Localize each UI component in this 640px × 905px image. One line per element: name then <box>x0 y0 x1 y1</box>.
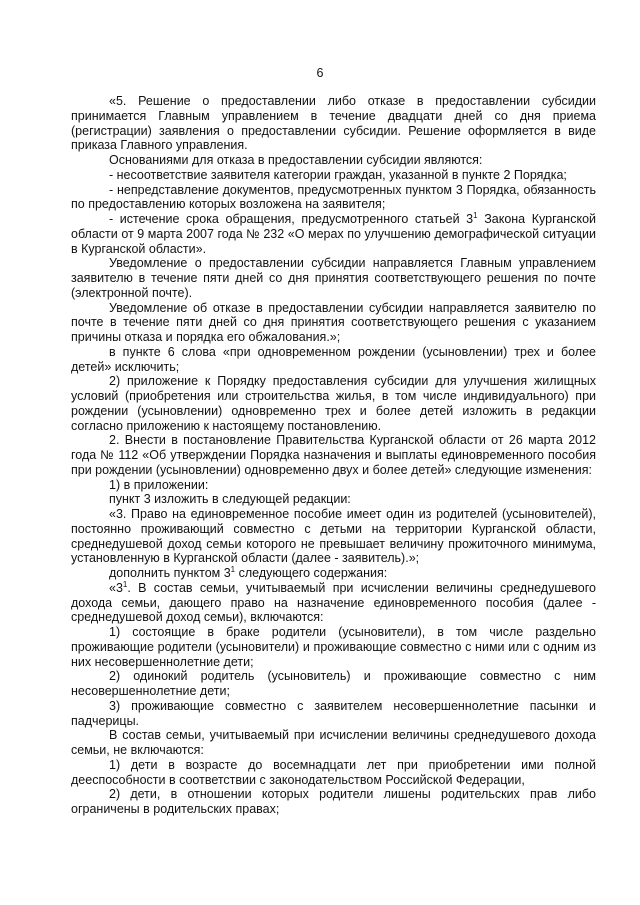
paragraph: в пункте 6 слова «при одновременном рождении (усыновлении) трех и более детей» исключить; <box>71 344 596 374</box>
paragraph: 1) дети в возрасте до восемнадцати лет при приобретении ими полной дееспособности в соответствии с законодательством Российской Федерации, <box>71 757 596 787</box>
paragraph: дополнить пунктом $3^1$ следующего содержания: <box>109 564 388 580</box>
paragraph: 1) в приложении: <box>109 477 209 492</box>
paragraph: 1) состоящие в браке родители (усыновители), в том числе раздельно проживающие родители (усыновители) и проживающие совместно с ними или с одним из них несовершеннолетние дети; <box>71 625 596 669</box>
paragraph: - несоответствие заявителя категории граждан, указанной в пункте 2 Порядка; <box>109 167 567 182</box>
document-body <box>71 94 596 817</box>
paragraph: пункт 3 изложить в следующей редакции: <box>109 492 351 507</box>
paragraph: Основаниями для отказа в предоставлении субсидии являются: <box>109 153 483 167</box>
paragraph: «3. Право на единовременное пособие имеет один из родителей (усыновителей), постоянно проживающий совместно с детьми на территории Курганской области, среднедушевой доход семьи которого не превышает величину прожиточного минимума, установленную в Курганской области (далее - заявитель).»; <box>71 507 596 566</box>
paragraph: В состав семьи, учитываемый при исчислении величины среднедушевого дохода семьи, не включаются: <box>71 728 596 757</box>
paragraph: - истечение срока обращения, предусмотренного статьей $3^1$ Закона Курганской области от 9 марта 2007 года № 232 «О мерах по улучшению демографической ситуации в Курганской области». <box>71 210 597 256</box>
paragraph: - непредставление документов, предусмотренных пунктом 3 Порядка, обязанность по предоставлению которых возложена на заявителя; <box>71 182 596 212</box>
paragraph: Уведомление об отказе в предоставлении субсидии направляется заявителю по почте в течение пяти дней со дня принятия соответствующего решения с указанием причины отказа и порядка его обжалования.»; <box>71 300 596 344</box>
paragraph: «$3^1$. В состав семьи, учитываемый при исчислении величины среднедушевого дохода семьи, дающего право на назначение единовременного пособия (далее - среднедушевой доход семьи), включаются: <box>71 579 596 625</box>
page-number: 6 <box>316 66 324 80</box>
paragraph: Уведомление о предоставлении субсидии направляется Главным управлением заявителю в течение пяти дней со дня принятия соответствующего решения по почте (электронной почте). <box>71 256 596 300</box>
paragraph: 2) дети, в отношении которых родители лишены родительских прав либо ограничены в родительских правах; <box>71 787 596 816</box>
paragraph: «5. Решение о предоставлении либо отказе в предоставлении субсидии принимается Главным управлением в течение двадцати дней со дня приема (регистрации) заявления о предоставлении субсидии. Решение оформляется в виде приказа Главного управления. <box>71 94 596 153</box>
paragraph: 2) приложение к Порядку предоставления субсидии для улучшения жилищных условий (приобретения или строительства жилья, в том числе индивидуального) при рождении (усыновлении) одновременно трех и более детей изложить в редакции согласно приложению к настоящему постановлению. <box>71 374 596 433</box>
paragraph: 2. Внести в постановление Правительства Курганской области от 26 марта 2012 года № 112 «Об утверждении Порядка назначения и выплаты единовременного пособия при рождении (усыновлении) одновременно двух и более детей» следующие изменения: <box>71 433 596 477</box>
paragraph: 2) одинокий родитель (усыновитель) и проживающие совместно с ним несовершеннолетние дети; <box>71 669 596 698</box>
paragraph: 3) проживающие совместно с заявителем несовершеннолетние пасынки и падчерицы. <box>71 698 596 728</box>
